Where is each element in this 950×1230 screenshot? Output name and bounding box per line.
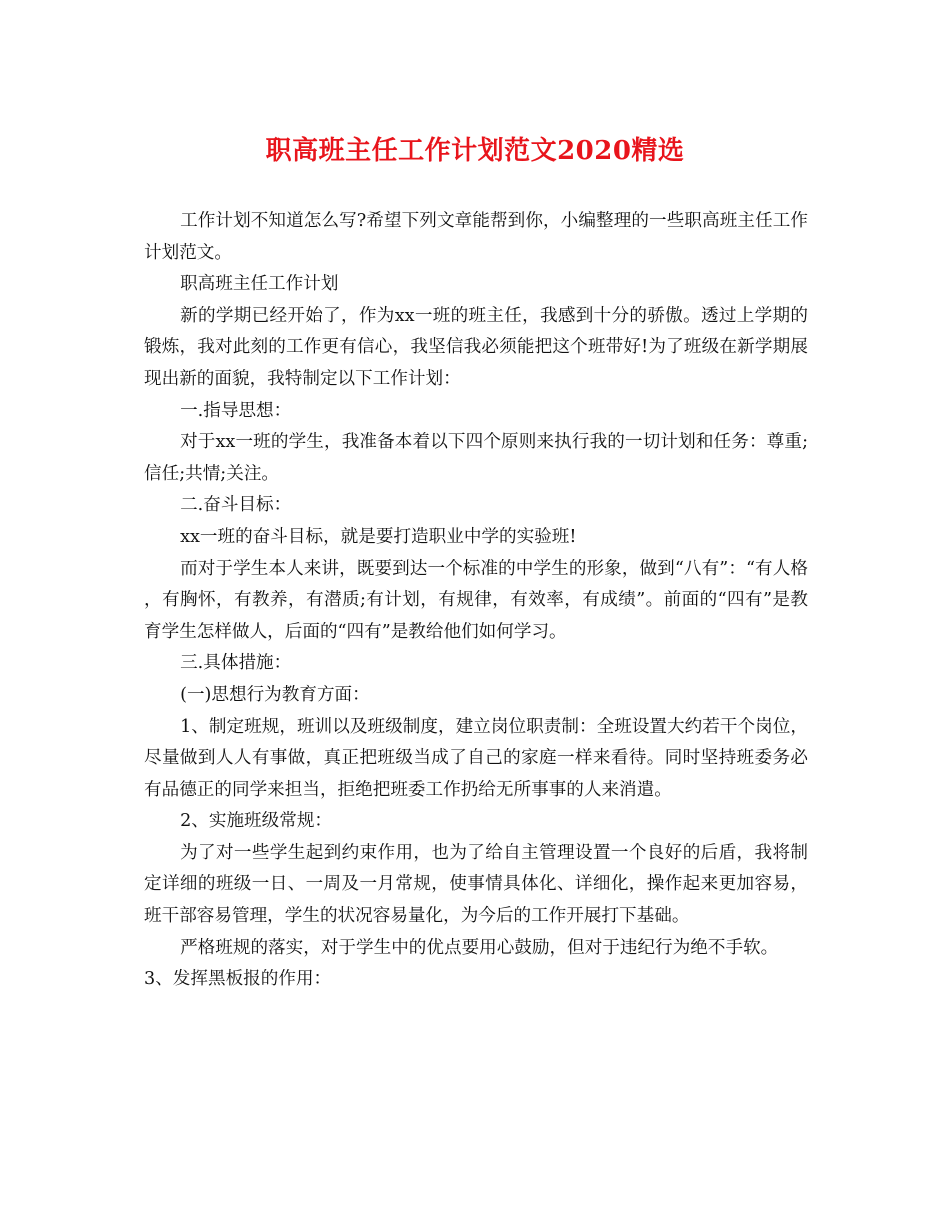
- paragraph-opening: 新的学期已经开始了，作为xx一班的班主任，我感到十分的骄傲。透过上学期的锻炼，我对此刻的工作更有信心，我坚信我必须能把这个班带好!为了班级在新学期展现出新的面貌，我特制定以下工作计划：: [144, 305, 808, 389]
- item-heading-routines: 2、实施班级常规：: [180, 811, 333, 832]
- paragraph-class-rules: 1、制定班规，班训以及班级制度，建立岗位职责制：全班设置大约若干个岗位，尽量做到人人有事做，真正把班级当成了自己的家庭一样来看待。同时坚持班委务必有品德正的同学来担当，拒绝把班委工作扔给无所事事的人来消遣。: [144, 716, 808, 800]
- document-body: [144, 206, 808, 996]
- paragraph-goal: xx一班的奋斗目标，就是要打造职业中学的实验班!: [180, 526, 577, 547]
- document-title: 职高班主任工作计划范文2020精选: [265, 136, 685, 166]
- section-heading-goals: 二.奋斗目标：: [180, 495, 292, 516]
- paragraph-heading: 职高班主任工作计划: [180, 274, 339, 295]
- paragraph-eight-haves: 而对于学生本人来讲，既要到达一个标准的中学生的形象，做到“八有”：“有人格，有胸怀，有教养，有潜质;有计划，有规律，有效率，有成绩”。前面的“四有”是教育学生怎样做人，后面的“四有”是教给他们如何学习。: [144, 558, 808, 642]
- paragraph-principles: 对于xx一班的学生，我准备本着以下四个原则来执行我的一切计划和任务：尊重;信任;共情;关注。: [144, 432, 808, 484]
- paragraph-routines: 为了对一些学生起到约束作用，也为了给自主管理设置一个良好的后盾，我将制定详细的班级一日、一周及一月常规，使事情具体化、详细化，操作起来更加容易，班干部容易管理，学生的状况容易量化，为今后的工作开展打下基础。: [144, 842, 808, 927]
- item-heading-blackboard: 3、发挥黑板报的作用：: [144, 969, 332, 990]
- subsection-heading-behavior: (一)思想行为教育方面：: [180, 684, 370, 705]
- section-heading-measures: 三.具体措施：: [180, 653, 292, 674]
- section-heading-guiding-thought: 一.指导思想：: [180, 400, 292, 421]
- paragraph-enforcement: 严格班规的落实，对于学生中的优点要用心鼓励，但对于违纪行为绝不手软。: [180, 937, 779, 958]
- paragraph-intro: 工作计划不知道怎么写?希望下列文章能帮到你，小编整理的一些职高班主任工作计划范文。: [144, 211, 808, 263]
